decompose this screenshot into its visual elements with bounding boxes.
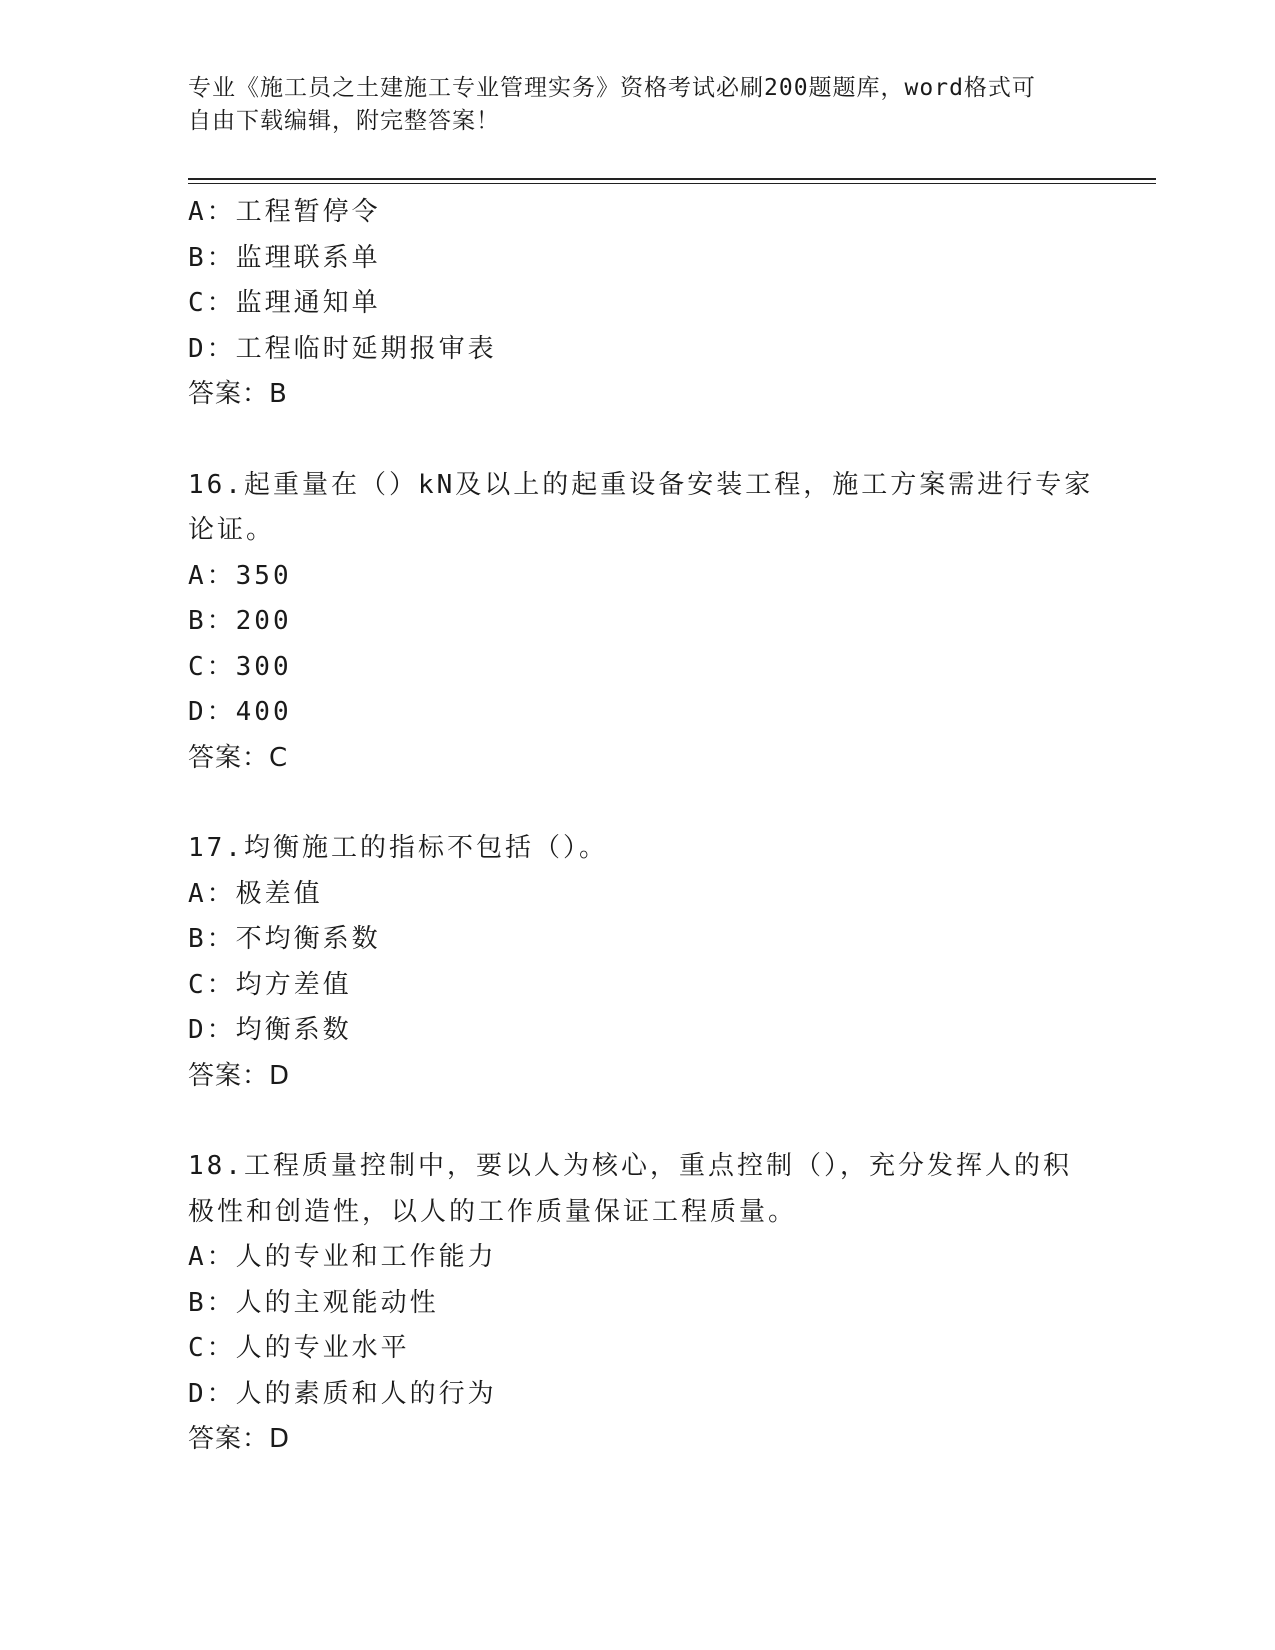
option-c: C：监理通知单 [188, 288, 381, 318]
answer-line: 答案：C [188, 742, 289, 773]
option-c: C：300 [188, 651, 292, 682]
question-text-line-1: 18.工程质量控制中，要以人为核心，重点控制（），充分发挥人的积 [188, 1151, 1072, 1181]
question-text-line-1: 17.均衡施工的指标不包括（）。 [188, 833, 608, 863]
spacer [188, 1099, 1088, 1144]
answer-line: 答案：B [188, 379, 288, 409]
option-d: D：400 [188, 697, 292, 727]
option-b: B：不均衡系数 [188, 924, 381, 954]
question-16 [188, 463, 1094, 782]
header-line-2: 自由下载编辑，附完整答案！ [188, 108, 500, 134]
document-header [188, 72, 1068, 138]
option-c: C：人的专业水平 [188, 1333, 410, 1363]
question-17 [188, 826, 1088, 1099]
question-text-line-2: 极性和创造性，以人的工作质量保证工程质量。 [188, 1196, 798, 1227]
header-line-1: 专业《施工员之土建施工专业管理实务》资格考试必刷200题题库，word格式可 [188, 75, 1036, 101]
option-b: B：监理联系单 [188, 242, 381, 273]
option-b: B：人的主观能动性 [188, 1287, 439, 1318]
question-15-continued [188, 190, 1088, 418]
option-d: D：人的素质和人的行为 [188, 1378, 497, 1409]
document-body [188, 190, 1094, 1463]
answer-line: 答案：D [188, 1060, 291, 1091]
option-c: C：均方差值 [188, 969, 352, 1000]
question-text-line-2: 论证。 [188, 515, 276, 545]
option-a: A：350 [188, 560, 292, 591]
option-a: A：人的专业和工作能力 [188, 1242, 497, 1272]
question-text-line-1: 16.起重量在（）kN及以上的起重设备安装工程，施工方案需进行专家 [188, 469, 1094, 500]
header-divider-thin [188, 183, 1156, 184]
option-d: D：均衡系数 [188, 1015, 352, 1045]
header-divider-thick [188, 178, 1156, 180]
option-a: A：极差值 [188, 878, 323, 909]
option-b: B：200 [188, 606, 292, 636]
option-d: D：工程临时延期报审表 [188, 333, 497, 364]
answer-line: 答案：D [188, 1424, 291, 1454]
question-18 [188, 1144, 1088, 1463]
spacer [188, 418, 1088, 463]
option-a: A：工程暂停令 [188, 197, 381, 227]
spacer [188, 781, 1088, 826]
